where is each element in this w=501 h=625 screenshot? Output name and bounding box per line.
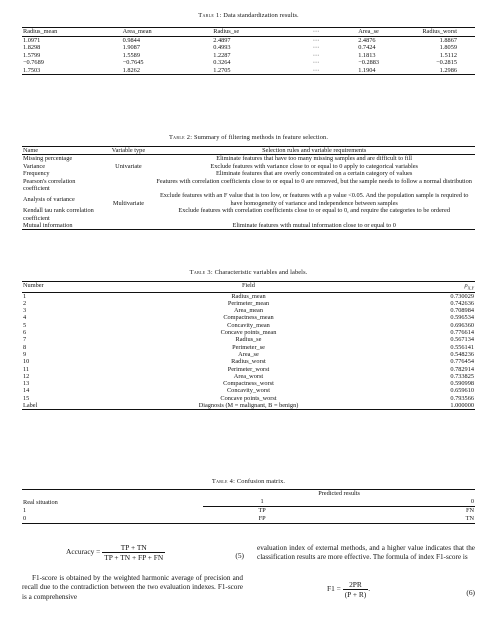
table2-row-name: Frequency — [23, 170, 50, 178]
table1-cell: 0.7424 — [358, 44, 376, 51]
table3-cell: Perimeter_worst — [227, 365, 270, 373]
equation-6-denominator: (P + R) — [344, 590, 367, 599]
table3-cell: 2 — [23, 299, 27, 307]
equation-6-fraction — [343, 580, 369, 599]
table3-header-field: Field — [113, 282, 385, 293]
table1 — [22, 27, 475, 75]
table2-row-rule: Eliminate features that have too many missing samples and are difficult to fill — [216, 155, 413, 163]
table3-cell: 12 — [23, 372, 30, 380]
equation-6-numerator: 2PR — [343, 580, 369, 590]
table1-cell: 1.9087 — [122, 44, 140, 51]
table1-caption-text: Data standardization results. — [223, 12, 299, 19]
table1-cell: 1.8298 — [23, 44, 41, 51]
table1-cell: −0.2883 — [358, 59, 380, 66]
table2-caption — [22, 134, 475, 141]
table3-cell: Concave points_mean — [220, 329, 277, 337]
table1-row — [22, 44, 475, 52]
table2-row-rule: Features with correlation coefficients close to or equal to 0 are removed, but the sample needs to follow a normal distribution — [156, 177, 472, 185]
table1-cell: ··· — [312, 51, 320, 59]
table4-row-label: 1 — [23, 506, 27, 514]
table3-row — [22, 395, 475, 402]
table3-cell: 0.556141 — [450, 343, 474, 351]
table1-cell: ··· — [312, 66, 320, 74]
table1-cell: ··· — [312, 36, 320, 44]
table2-row-name: Analysis of variance — [23, 196, 75, 204]
table3-cell: 10 — [23, 358, 30, 366]
table1-cell: 1.7503 — [23, 66, 41, 74]
equation-6-lhs: F1 = — [327, 584, 341, 594]
table3-cell: Label — [23, 402, 38, 409]
table1-caption — [22, 12, 475, 19]
table3-row — [22, 344, 475, 351]
table3-cell: 15 — [23, 394, 30, 402]
table3-caption-label: Table 3: — [189, 269, 213, 276]
table3-cell: Area_mean — [233, 307, 264, 315]
table3-cell: 1 — [23, 292, 27, 300]
table3-caption — [22, 269, 475, 276]
table4-col-label: 0 — [321, 498, 475, 507]
table2-caption-text: Summary of filtering methods in feature selection. — [194, 134, 329, 141]
table3-row — [22, 358, 475, 365]
table3-cell: 0.708984 — [450, 307, 474, 315]
table1-header: Area_mean — [122, 28, 213, 37]
table3-cell: Radius_mean — [231, 292, 266, 300]
table1-row — [22, 52, 475, 60]
table3-header-rho: $\rho_{X,Y}$ — [384, 282, 475, 293]
table2-row-rule: Exclude features with variance close to or equal to 0 apply to categorical variables — [210, 162, 418, 170]
equation-5-denominator: TP + TN + FP + FN — [104, 553, 164, 562]
table3-row — [22, 366, 475, 373]
table1-cell: 2.4897 — [213, 36, 231, 44]
right-paragraph — [257, 544, 475, 563]
table3-row — [22, 322, 475, 329]
table1-cell: 0.9844 — [122, 36, 140, 44]
equation-5 — [66, 543, 244, 562]
table4-col-label: 1 — [203, 498, 321, 507]
table3-cell: Area_worst — [233, 372, 264, 380]
table1-cell: −0.2815 — [436, 59, 457, 66]
table1-cell: −0.7689 — [23, 59, 44, 66]
table3-cell: 4 — [23, 314, 27, 322]
table1-cell: 1.8867 — [439, 36, 457, 44]
left-paragraph-text: F1-score is obtained by the weighted harmonic average of precision and recall due to the contradiction between the two evaluation indexes. F1-score is a comprehensive — [22, 574, 243, 601]
table1-cell: 1.5112 — [439, 51, 457, 59]
table3-cell: 6 — [23, 329, 27, 337]
table2-row-name: Mutual information — [23, 222, 73, 230]
table3-cell: Perimeter_mean — [227, 299, 270, 307]
table1-cell: 1.5799 — [23, 51, 41, 59]
table2-header-type: Variable type — [104, 147, 154, 155]
right-paragraph-text: evaluation index of external methods, and a higher value indicates that the classification results are more effective. The formula of index F1-score is — [257, 544, 475, 562]
table3-cell: 0.776454 — [450, 358, 474, 366]
table1-cell: 0.3264 — [213, 59, 231, 66]
table3-cell: 0.548236 — [450, 350, 474, 358]
table4-caption-text: Confusion matrix. — [236, 478, 286, 485]
table3-caption-text: Characteristic variables and labels. — [214, 269, 308, 276]
equation-6-number: (6) — [466, 588, 475, 597]
table3-cell: Diagnosis (M = malignant, B = benign) — [198, 402, 299, 409]
table1-header: ··· — [312, 28, 357, 37]
table1-cell: 1.2705 — [213, 66, 231, 74]
table3-cell: Concavity_mean — [227, 321, 270, 329]
table3-cell: Compactness_worst — [223, 380, 274, 388]
table3-cell: 0.742636 — [450, 299, 474, 307]
table3-cell: 3 — [23, 307, 27, 315]
table3-cell: 0.590998 — [450, 380, 474, 388]
table4-row-label: 0 — [23, 515, 27, 522]
table2-row-name: Variance — [23, 162, 46, 170]
table3-cell: 0.782914 — [450, 365, 474, 373]
table3-row — [22, 351, 475, 358]
table2 — [22, 146, 475, 230]
table3-cell: 0.696360 — [450, 321, 474, 329]
table1-cell: ··· — [312, 44, 320, 51]
table3-cell: 14 — [23, 387, 30, 395]
table3-row — [22, 402, 475, 410]
table4-cell: TN — [465, 515, 474, 522]
table3-cell: Area_se — [238, 350, 259, 358]
table2-row-rule: Exclude features with an F value that is too low, or features with a p value <0.05. And the population sample is required to have homogeneity of variance and independence between samples — [159, 192, 469, 207]
table2-row-name: Missing percentage — [23, 155, 73, 163]
table2-caption-label: Table 2: — [168, 134, 193, 141]
table1-row — [22, 36, 475, 44]
equation-5-fraction — [102, 543, 165, 562]
table3-cell: 0.567134 — [450, 336, 474, 344]
table2-row-rule: Exclude features with correlation coefficients close to or equal to 0, and require the categories to be ordered — [178, 207, 450, 215]
table1-cell: 1.1813 — [358, 51, 376, 59]
table3-cell: 0.793566 — [450, 394, 474, 402]
table1-cell: 1.8262 — [122, 66, 140, 74]
table2-type-univariate: Univariate — [115, 162, 142, 170]
table2-header-name: Name — [22, 147, 104, 155]
table1-cell: 1.1904 — [358, 66, 376, 74]
table1-cell: 2.4876 — [358, 36, 376, 44]
table3-cell: Concave points_worst — [220, 394, 277, 402]
table3-cell: 0.730029 — [450, 292, 474, 300]
table2-header-rules: Selection rules and variable requirements — [153, 147, 475, 155]
table1-cell: 1.2986 — [439, 66, 457, 74]
table1-cell: 1.8059 — [439, 44, 457, 51]
table2-row-rule: Eliminate features with mutual information close to or equal to 0 — [232, 222, 396, 230]
table3-cell: 0.659610 — [450, 387, 474, 395]
equation-5-lhs: Accuracy = — [66, 547, 101, 557]
equation-5-numerator: TP + TN — [102, 543, 165, 553]
table1-caption-label: Table 1: — [198, 12, 222, 19]
table1-cell: 1.2287 — [213, 51, 231, 59]
table4-caption — [22, 478, 475, 485]
table3-cell: Concavity_worst — [226, 387, 271, 395]
table3-cell: Perimeter_se — [232, 343, 265, 351]
left-paragraph — [22, 574, 243, 602]
table2-row-name: Kendall tau rank correlation coefficient — [23, 207, 94, 222]
table3-row — [22, 373, 475, 380]
table3-cell: 1.000000 — [450, 402, 474, 409]
table3-cell: 7 — [23, 336, 27, 344]
table4-cell: TP — [258, 507, 266, 514]
table3-row — [22, 329, 475, 336]
equation-5-number: (5) — [235, 551, 244, 560]
table3-cell: 9 — [23, 350, 27, 358]
table2-type-multivariate: Multivariate — [112, 199, 144, 207]
table3 — [22, 281, 475, 410]
table1-header: Radius_worst — [416, 28, 475, 37]
table1-cell: 0.4993 — [213, 44, 231, 51]
table3-cell: 8 — [23, 343, 27, 351]
table3-cell: Radius_se — [235, 336, 262, 344]
table3-row — [22, 336, 475, 343]
table1-header: Radius_se — [212, 28, 312, 37]
table4-cell: FN — [465, 507, 474, 514]
table1-cell: −0.7645 — [122, 59, 144, 66]
table1-cell: ··· — [312, 59, 320, 66]
table3-row — [22, 314, 475, 321]
table3-cell: 0.776614 — [450, 329, 474, 337]
table3-row — [22, 387, 475, 394]
table4-cell: FP — [258, 515, 266, 522]
table1-cell: 1.0971 — [23, 36, 41, 44]
table3-row — [22, 380, 475, 387]
table3-row — [22, 292, 475, 300]
table3-cell: Compactness_mean — [223, 314, 274, 322]
table4-header-real: Real situation — [23, 498, 58, 506]
table4-header-predicted: Predicted results — [318, 490, 360, 497]
table1-cell: 1.5589 — [122, 51, 140, 59]
table3-cell: 0.733825 — [450, 372, 474, 380]
table3-row — [22, 307, 475, 314]
table1-header: Radius_mean — [22, 28, 122, 37]
table3-cell: 5 — [23, 321, 27, 329]
table2-row-rule: Eliminate features that are overly concentrated on a certain category of values — [216, 170, 413, 178]
table3-cell: Radius_worst — [231, 358, 266, 366]
table3-row — [22, 300, 475, 307]
table3-cell: 0.596534 — [450, 314, 474, 322]
table3-header-number: Number — [22, 282, 113, 293]
table3-cell: 13 — [23, 380, 30, 388]
equation-6-trail: . — [368, 584, 371, 594]
table1-row — [22, 67, 475, 75]
table3-cell: 11 — [23, 365, 30, 373]
table1-header: Area_se — [357, 28, 416, 37]
table4-caption-label: Table 4: — [211, 478, 236, 485]
table1-row — [22, 59, 475, 67]
table2-row-name: Pearson's correlation coefficient — [23, 177, 76, 193]
table4 — [22, 489, 475, 524]
